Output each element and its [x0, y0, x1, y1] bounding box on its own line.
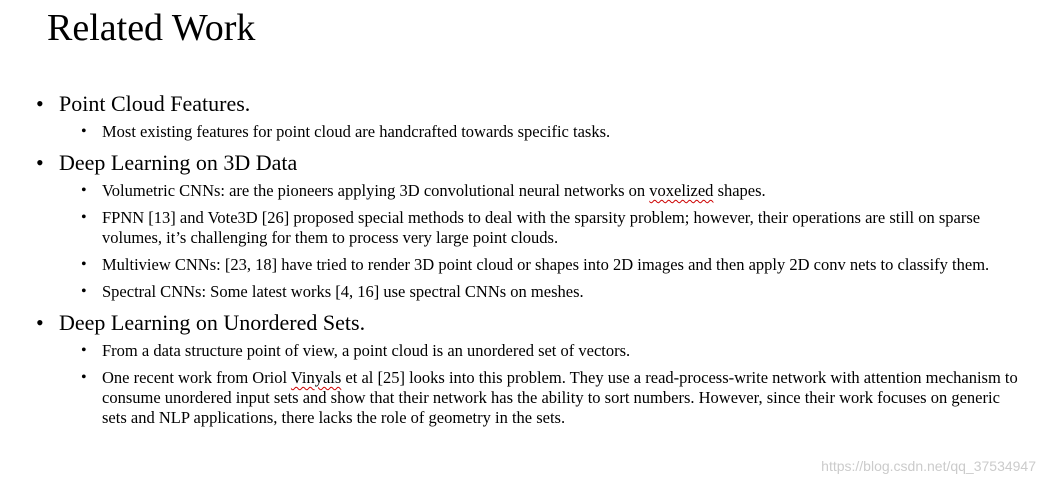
- bullet-icon: •: [36, 91, 44, 116]
- sub-bullet-list: [36, 181, 1026, 302]
- spellcheck-flagged-word: voxelized: [649, 181, 714, 200]
- section-heading-text: Deep Learning on Unordered Sets.: [59, 310, 366, 335]
- bullet-icon: •: [81, 256, 87, 273]
- list-item: [81, 181, 1026, 201]
- section-point-cloud-features: [36, 90, 1026, 142]
- list-item-text: Most existing features for point cloud are handcrafted towards specific tasks.: [102, 122, 611, 141]
- list-item-text: Multiview CNNs: [23, 18] have tried to render 3D point cloud or shapes into 2D images and then apply 2D conv nets to classify them.: [102, 255, 990, 274]
- list-item-text: Spectral CNNs: Some latest works [4, 16] use spectral CNNs on meshes.: [102, 282, 584, 301]
- spellcheck-flagged-word: Vinyals: [290, 368, 342, 387]
- section-heading: [36, 90, 1026, 118]
- section-heading-text: Deep Learning on 3D Data: [59, 150, 298, 175]
- watermark: https://blog.csdn.net/qq_37534947: [821, 458, 1036, 474]
- section-heading: [36, 149, 1026, 177]
- bullet-icon: •: [81, 369, 87, 386]
- list-item-text: One recent work from Oriol Vinyals et al [25] looks into this problem. They use a read-process-write network with attention mechanism to consume unordered input sets and show that their network has the ability to sort numbers. However, since their work focuses on generic sets and NLP applications, there lacks the role of geometry in the sets.: [102, 368, 1018, 427]
- list-item: [81, 282, 1026, 302]
- sub-bullet-list: [36, 122, 1026, 142]
- list-item: [81, 368, 1026, 428]
- bullet-icon: •: [81, 209, 87, 226]
- section-deep-learning-3d-data: [36, 149, 1026, 302]
- section-deep-learning-unordered-sets: [36, 309, 1026, 428]
- bullet-icon: •: [81, 123, 87, 140]
- list-item-text: Volumetric CNNs: are the pioneers applying 3D convolutional neural networks on voxelized shapes.: [102, 181, 766, 200]
- bullet-icon: •: [36, 150, 44, 175]
- list-item: [81, 255, 1026, 275]
- slide-title: Related Work: [47, 7, 256, 49]
- sub-bullet-list: [36, 341, 1026, 428]
- list-item: [81, 341, 1026, 361]
- list-item: [81, 122, 1026, 142]
- section-heading: [36, 309, 1026, 337]
- list-item-text: From a data structure point of view, a point cloud is an unordered set of vectors.: [102, 341, 631, 360]
- bullet-icon: •: [81, 182, 87, 199]
- section-heading-text: Point Cloud Features.: [59, 91, 251, 116]
- bullet-icon: •: [81, 283, 87, 300]
- bullet-icon: •: [81, 342, 87, 359]
- list-item: [81, 208, 1026, 248]
- slide-content: [36, 90, 1026, 435]
- bullet-icon: •: [36, 310, 44, 335]
- list-item-text: FPNN [13] and Vote3D [26] proposed special methods to deal with the sparsity problem; however, their operations are still on sparse volumes, it’s challenging for them to process very large point clouds.: [102, 208, 981, 247]
